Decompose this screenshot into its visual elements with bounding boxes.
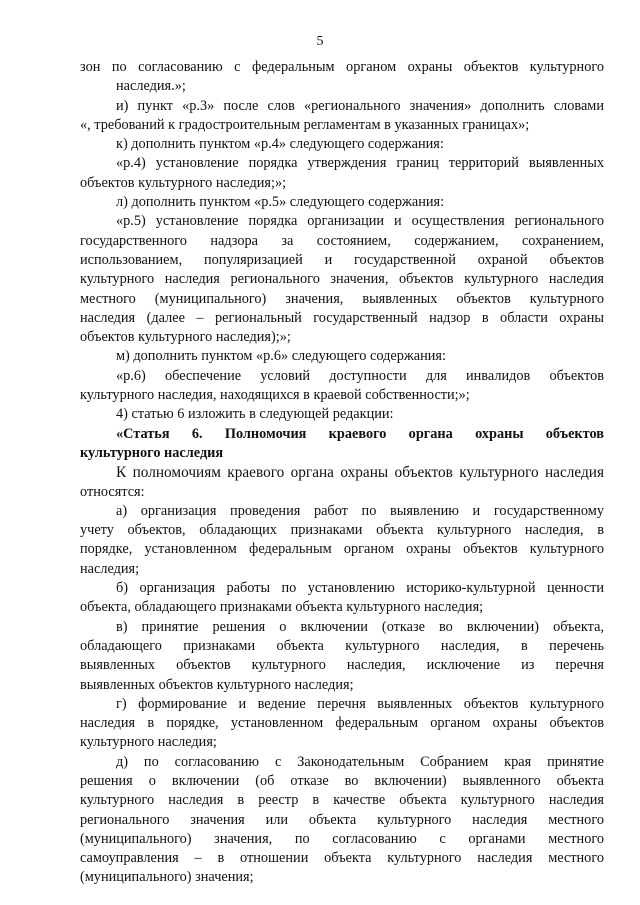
text-line: (муниципального) значения; [80, 869, 254, 886]
text-line: в) принятие решения о включении (отказе во включении) объекта, [116, 618, 604, 635]
text-line: наследия; [80, 560, 140, 577]
text-line: культурного наследия в реестр в качестве объекта культурного наследия [80, 792, 604, 809]
text-line: зон по согласованию с федеральным органом охраны объектов культурного [80, 59, 604, 75]
text-line: порядке, установленном федеральным органом охраны объектов культурного [80, 541, 604, 558]
text-line: объектов культурного наследия;»; [80, 174, 287, 191]
text-line: использованием, популяризацией и государственной охраной объектов [80, 251, 604, 268]
text-line: «р.5) установление порядка организации и осуществления регионального [116, 213, 604, 230]
text-line: культурного наследия [80, 444, 224, 461]
document-body [80, 58, 604, 888]
text-line: учету объектов, обладающих признаками объекта культурного наследия, в [80, 522, 604, 539]
text-line: государственного надзора за состоянием, содержанием, сохранением, [80, 232, 604, 249]
text-line: выявленных объектов культурного наследия; [80, 676, 354, 693]
text-line: и) пункт «р.3» после слов «регионального значения» дополнить словами [116, 97, 604, 114]
text-line: г) формирование и ведение перечня выявленных объектов культурного [116, 695, 604, 712]
text-line: 4) статью 6 изложить в следующей редакции: [116, 406, 394, 423]
text-line: наследия (далее – региональный государственный надзор в области охраны [80, 309, 604, 326]
text-line: выявленных объектов культурного наследия, исключение из перечня [80, 657, 604, 674]
text-line: л) дополнить пунктом «р.5» следующего содержания: [116, 194, 445, 211]
text-line: а) организация проведения работ по выявлению и государственному [116, 502, 604, 519]
text-line: относятся: [80, 483, 145, 500]
text-line: наследия.»; [116, 78, 186, 95]
text-line: культурного наследия; [80, 734, 217, 751]
text-line: культурного наследия, находящихся в краевой собственности;»; [80, 387, 470, 404]
text-line: самоуправления – в отношении объекта культурного наследия местного [80, 850, 604, 867]
text-line: д) по согласованию с Законодательным Собранием края принятие [116, 753, 604, 770]
text-line: «Статья 6. Полномочия краевого органа охраны объектов [116, 425, 604, 442]
text-line: наследия в порядке, установленном федеральным органом охраны объектов [80, 715, 604, 732]
text-line: К полномочиям краевого органа охраны объектов культурного наследия [116, 464, 604, 482]
text-line: к) дополнить пунктом «р.4» следующего содержания: [116, 136, 444, 153]
text-line: «р.4) установление порядка утверждения границ территорий выявленных [116, 155, 604, 172]
text-line: объектов культурного наследия);»; [80, 329, 291, 346]
text-line: местного (муниципального) значения, выявленных объектов культурного [80, 290, 604, 307]
text-line: обладающего признаками объекта культурного наследия, в перечень [80, 637, 604, 654]
page-number: 5 [316, 34, 324, 49]
text-line: м) дополнить пунктом «р.6» следующего содержания: [116, 348, 446, 365]
text-line: регионального значения или объекта культурного наследия местного [80, 811, 604, 828]
text-line: объекта, обладающего признаками объекта культурного наследия; [80, 599, 484, 616]
text-line: (муниципального) значения, по согласованию с органами местного [80, 830, 604, 847]
text-line: культурного наследия регионального значения, объектов культурного наследия [80, 271, 604, 288]
text-line: б) организация работы по установлению историко-культурной ценности [116, 580, 604, 597]
text-line: «, требований к градостроительным регламентам в указанных границах»; [80, 116, 530, 133]
text-line: «р.6) обеспечение условий доступности для инвалидов объектов [116, 367, 604, 384]
text-line: решения о включении (об отказе во включении) выявленного объекта [80, 772, 604, 789]
